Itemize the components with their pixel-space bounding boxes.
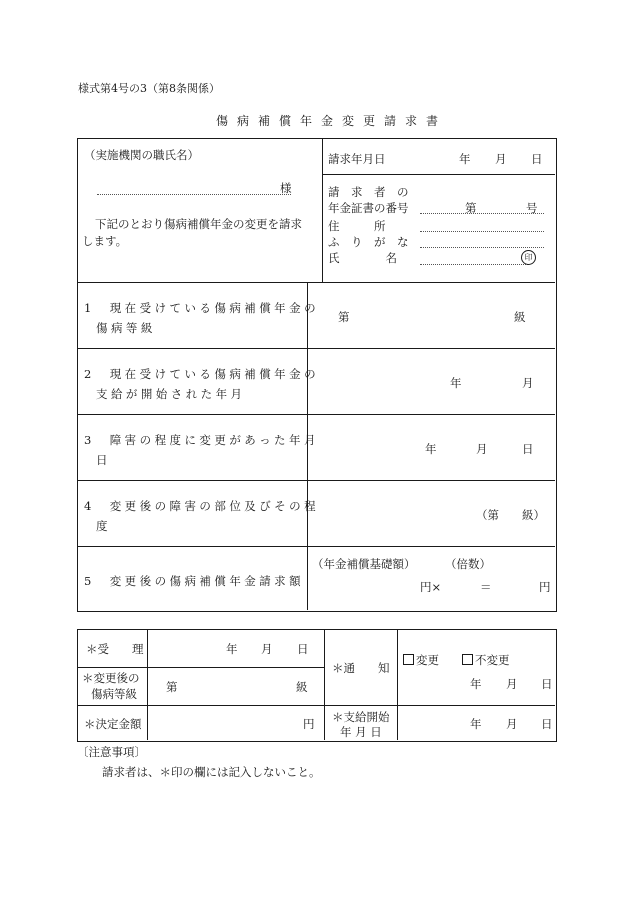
date-day: 日 [531, 152, 543, 166]
office-notice-day: 日 [541, 677, 553, 691]
item-2-month: 月 [522, 376, 534, 390]
office-notice-label: ＊通 知 [332, 661, 390, 675]
office-change-option[interactable]: 変更 [403, 652, 439, 668]
office-decided-yen: 円 [303, 717, 315, 731]
request-text-1: 下記のとおり傷病補償年金の変更を請求 [95, 217, 302, 231]
office-start-day: 日 [541, 717, 553, 731]
name-field[interactable] [420, 264, 528, 265]
seal-icon: 印 [521, 250, 536, 265]
office-grade-dai: 第 [166, 680, 178, 694]
item-3-label-2: 日 [96, 453, 111, 467]
date-label: 請求年月日 [328, 152, 386, 166]
cert-number-field[interactable] [420, 213, 544, 214]
notes-heading: 〔注意事項〕 [77, 745, 146, 759]
address-field[interactable] [420, 231, 544, 232]
office-receipt-label: ＊受 理 [86, 642, 144, 656]
item-3-year: 年 [425, 442, 437, 456]
office-start-year: 年 [470, 717, 482, 731]
office-notice-year: 年 [470, 677, 482, 691]
office-receipt-month: 月 [261, 642, 273, 656]
address-label: 住 所 [328, 219, 386, 233]
item-4-kyu: 級） [522, 508, 545, 522]
office-notice-month: 月 [506, 677, 518, 691]
date-year: 年 [459, 152, 471, 166]
sama-label: 様 [280, 181, 292, 195]
date-month: 月 [495, 152, 507, 166]
office-start-label-1: ＊支給開始 [332, 710, 390, 724]
form-id: 様式第4号の3（第8条関係） [78, 82, 220, 95]
cert-dai: 第 [465, 201, 477, 215]
item-4-label-1: 4 変更後の障害の部位及びその程 [84, 499, 320, 513]
item-4-label-2: 度 [96, 519, 111, 533]
item-2-label-1: 2 現在受けている傷病補償年金の [84, 367, 320, 381]
furigana-label: ふ り が な [328, 235, 409, 249]
item-2-label-2: 支給が開始された年月 [96, 387, 246, 401]
form-title: 傷病補償年金変更請求書 [216, 114, 448, 128]
office-no-change-option[interactable]: 不変更 [462, 652, 510, 668]
name-label: 氏 名 [328, 251, 397, 265]
no-change-checkbox[interactable] [462, 654, 473, 665]
claimant-label-1: 請 求 者 の [328, 185, 409, 199]
office-changed-grade-1: ＊変更後の [82, 671, 140, 685]
furigana-field[interactable] [420, 247, 544, 248]
cert-go: 号 [526, 201, 538, 215]
item-5-label: 5 変更後の傷病補償年金請求額 [84, 574, 305, 588]
item-5-yen: 円 [539, 580, 551, 594]
office-start-month: 月 [506, 717, 518, 731]
item-1-label-2: 傷病等級 [96, 321, 156, 335]
notes-text: 請求者は、＊印の欄には記入しないこと。 [102, 765, 321, 779]
agency-name-field[interactable] [97, 194, 291, 195]
office-receipt-day: 日 [297, 642, 309, 656]
item-2-year: 年 [450, 376, 462, 390]
item-5-yen-times: 円× [420, 580, 442, 594]
office-receipt-year: 年 [226, 642, 238, 656]
item-5-base-amount-label: （年金補償基礎額） [312, 557, 416, 571]
claimant-label-2: 年金証書の番号 [328, 201, 409, 215]
item-4-dai: （第 [476, 508, 499, 522]
office-grade-kyu: 級 [296, 680, 308, 694]
request-text-2: します。 [82, 234, 128, 248]
item-5-multiplier-label: （倍数） [445, 557, 491, 571]
agency-label: （実施機関の職氏名） [84, 148, 199, 162]
item-3-month: 月 [476, 442, 488, 456]
item-5-equals: ＝ [480, 580, 492, 594]
office-decided-amount-label: ＊決定金額 [84, 717, 142, 731]
item-3-label-1: 3 障害の程度に変更があった年月 [84, 433, 319, 447]
office-table [77, 629, 557, 742]
item-1-kyu: 級 [514, 310, 526, 324]
item-1-label-1: 1 現在受けている傷病補償年金の [84, 301, 320, 315]
office-start-label-2: 年 月 日 [340, 725, 382, 739]
item-3-day: 日 [522, 442, 534, 456]
office-changed-grade-2: 傷病等級 [91, 687, 137, 701]
item-1-dai: 第 [338, 310, 350, 324]
change-checkbox[interactable] [403, 654, 414, 665]
